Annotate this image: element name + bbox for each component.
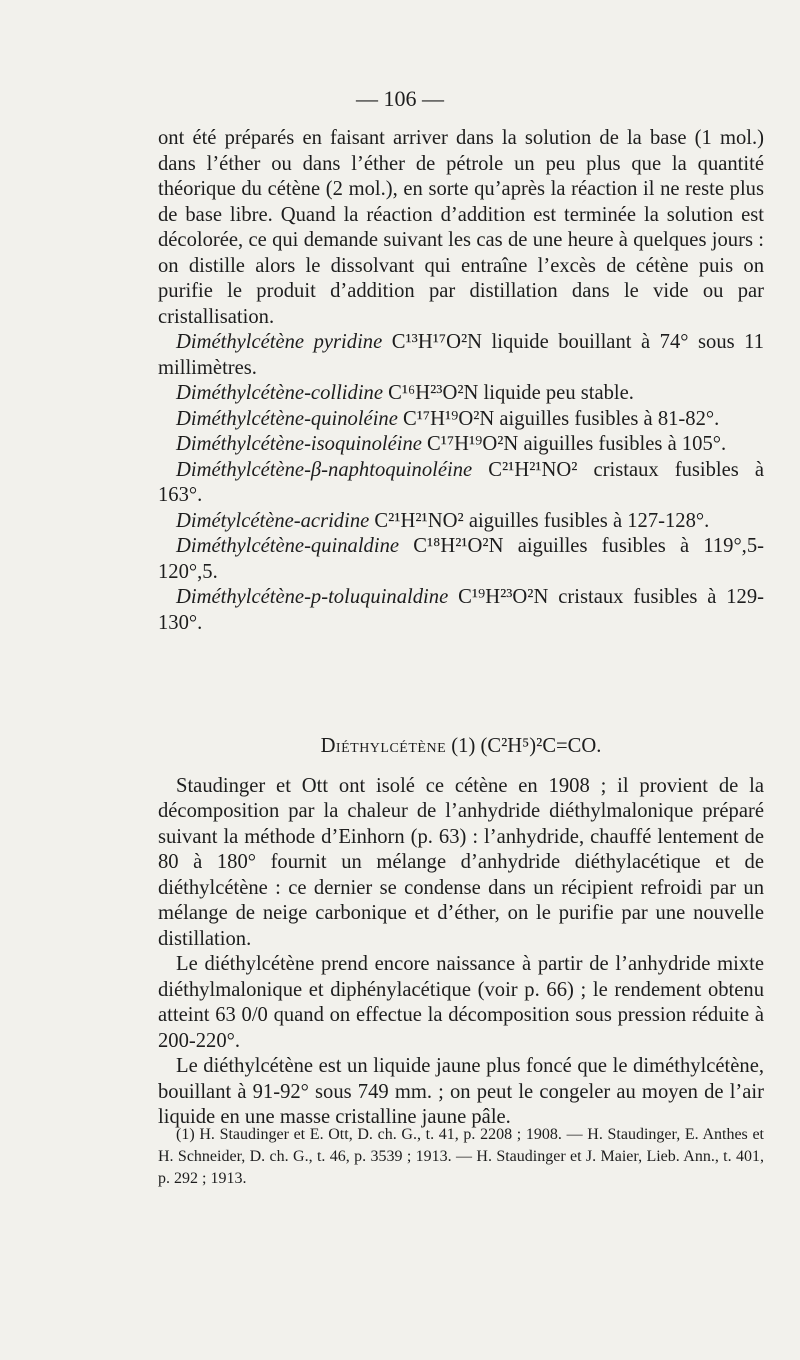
compound-entry: Diméthylcétène-quinoléine C¹⁷H¹⁹O²N aiguilles fusibles à 81-82°. [176, 407, 720, 430]
page-number: — 106 — [356, 86, 444, 111]
main-text [158, 126, 764, 636]
compound-entry: Diméthylcétène-isoquinoléine C¹⁷H¹⁹O²N aiguilles fusibles à 105°. [176, 433, 727, 455]
footnote: (1) H. Staudinger et E. Ott, D. ch. G., t. 41, p. 2208 ; 1908. — H. Staudinger, E. Anthes et H. Schneider, D. ch. G., t. 46, p. 3539 ; 1913. — H. Staudinger et J. Maier, Lieb. Ann., t. 401, p. 292 ; 1913. [158, 1126, 764, 1187]
section-diethylcetene [158, 734, 764, 1131]
compound-entry: Diméthylcétène pyridine C¹³H¹⁷O²N liquide bouillant à 74° sous 11 millimètres. [158, 331, 764, 379]
compound-list [158, 330, 764, 636]
section-heading: Diéthylcétène (1) (C²H⁵)²C=CO. [320, 735, 602, 757]
compound-entry: Diméthylcétène-collidine C¹⁶H²³O²N liquide peu stable. [176, 382, 634, 404]
intro-paragraph: ont été préparés en faisant arriver dans la solution de la base (1 mol.) dans l’éther ou dans l’éther de pétrole un peu plus que la quantité théorique du cétène (2 mol.), en sorte qu’après la réaction il ne reste plus de base libre. Quand la réaction d’addition est terminée la solution est décolorée, ce qui demande suivant les cas de une heure à quelques jours : on distille alors le dissolvant qui entraîne l’excès de cétène puis on purifie le produit d’addition par distillation dans le vide ou par cristallisation. [158, 127, 764, 328]
body-paragraph: Le diéthylcétène prend encore naissance à partir de l’anhydride mixte diéthylmalonique et diphénylacétique (voir p. 66) ; le rendement obtenu atteint 63 0/0 quand on effectue la décomposition sous pression réduite à 200-220°. [158, 953, 764, 1052]
compound-entry: Diméthylcétène-quinaldine C¹⁸H²¹O²N aiguilles fusibles à 119°,5-120°,5. [158, 535, 764, 583]
body-paragraph: Le diéthylcétène est un liquide jaune plus foncé que le diméthylcétène, bouillant à 91-92° sous 749 mm. ; on peut le congeler au moyen de l’air liquide en une masse cristalline jaune pâle. [158, 1055, 764, 1128]
compound-entry: Dimétylcétène-acridine C²¹H²¹NO² aiguilles fusibles à 127-128°. [176, 509, 710, 532]
compound-entry: Diméthylcétène-p-toluquinaldine C¹⁹H²³O²N cristaux fusibles à 129-130°. [158, 586, 765, 634]
body-paragraph: Staudinger et Ott ont isolé ce cétène en 1908 ; il provient de la décomposition par la chaleur de l’anhydride diéthylmalonique préparé suivant la méthode d’Einhorn (p. 63) : l’anhydride, chauffé lentement de 80 à 180° fournit un mélange d’anhydride diéthylacétique et de diéthylcétène : ce dernier se condense dans un récipient refroidi par un mélange de neige carbonique et d’éther, on le purifie par une nouvelle distillation. [158, 774, 764, 950]
compound-entry: Diméthylcétène-β-naphtoquinoléine C²¹H²¹NO² cristaux fusibles à 163°. [158, 458, 764, 506]
